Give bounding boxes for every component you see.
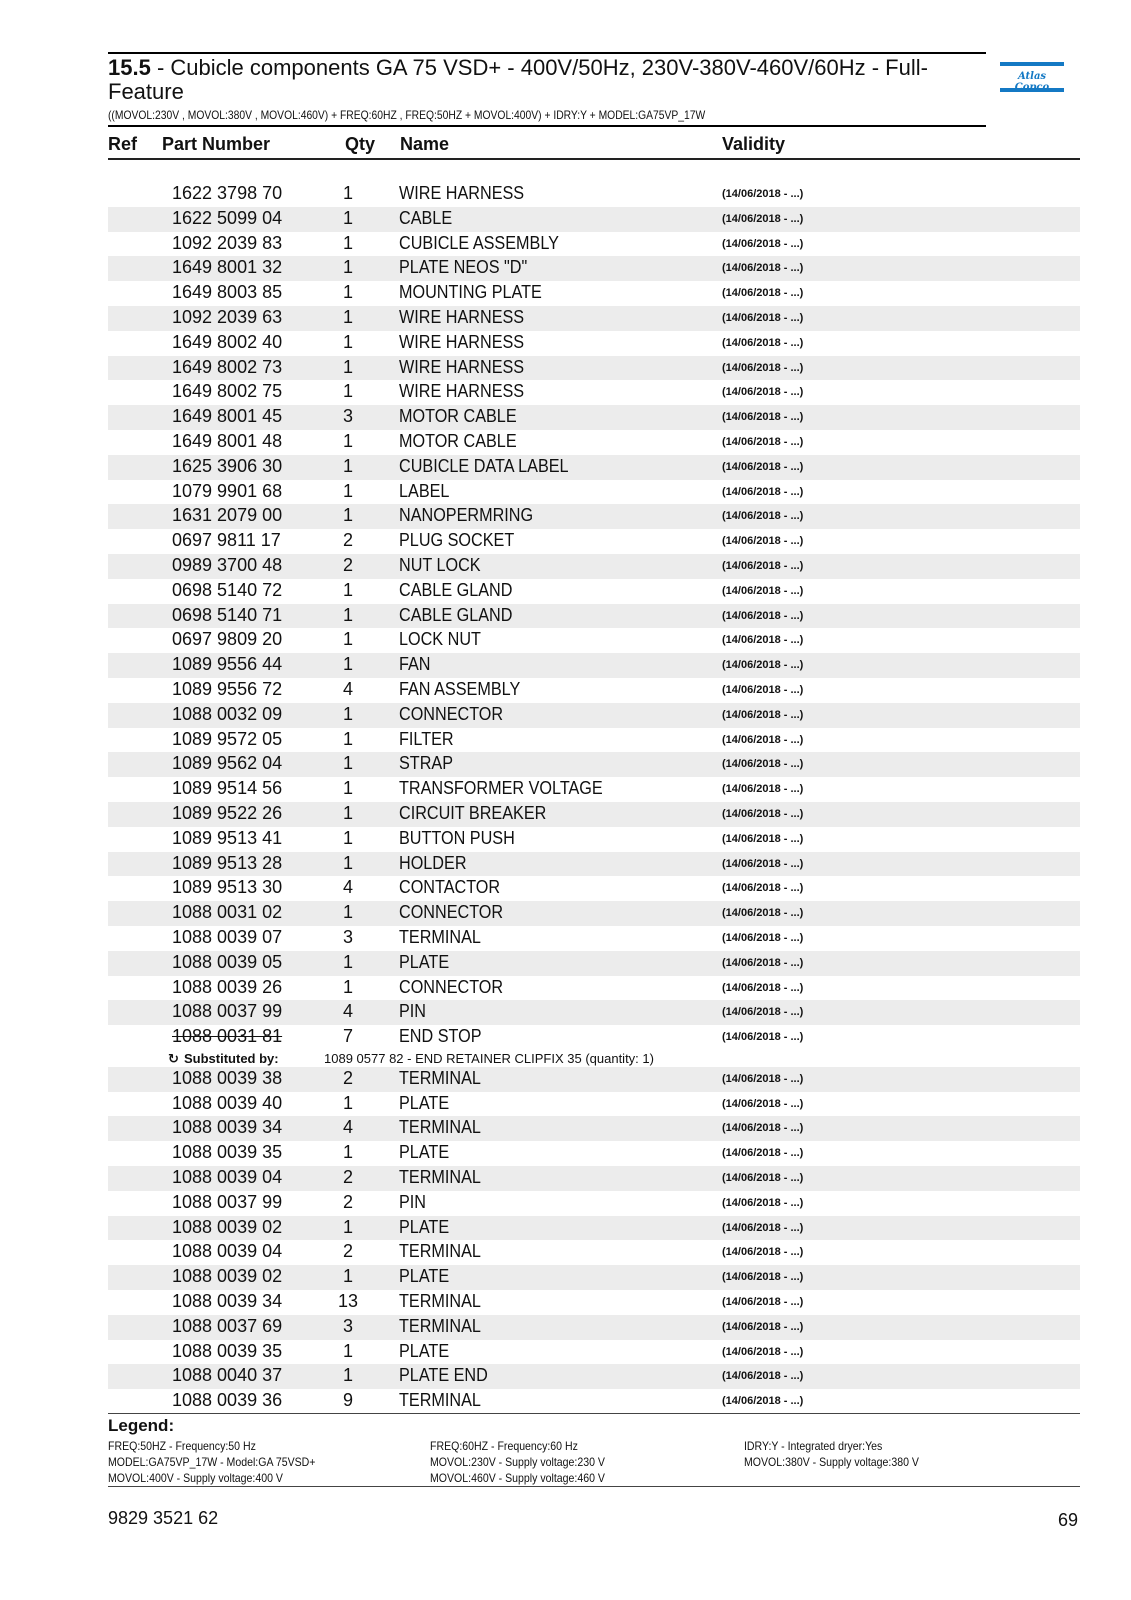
part-number-cell: 1088 0032 09	[172, 703, 283, 724]
validity-cell: (14/06/2018 - ...)	[722, 1296, 804, 1309]
legend-title: Legend:	[108, 1416, 175, 1435]
validity-cell: (14/06/2018 - ...)	[722, 931, 804, 944]
part-number-cell: 1088 0039 02	[172, 1216, 283, 1237]
part-number-cell: 1089 9556 44	[172, 654, 283, 675]
table-row	[108, 1389, 1080, 1414]
part-number-cell: 1089 9572 05	[172, 728, 283, 749]
qty-cell: 1	[342, 232, 353, 253]
part-number-cell: 1622 3798 70	[172, 183, 283, 203]
part-number-cell: 1088 0039 35	[172, 1142, 283, 1163]
qty-cell: 1	[342, 356, 353, 377]
validity-cell: (14/06/2018 - ...)	[722, 609, 804, 622]
substituted-by-label: Substituted by:	[184, 1050, 279, 1066]
validity-cell: (14/06/2018 - ...)	[722, 733, 804, 746]
validity-cell: (14/06/2018 - ...)	[722, 386, 804, 399]
qty-cell: 1	[342, 257, 353, 278]
name-cell: PLATE	[399, 1266, 450, 1287]
part-number-cell: 1089 9556 72	[172, 678, 283, 699]
part-number-cell: 1088 0039 04	[172, 1241, 283, 1262]
table-row	[108, 306, 1080, 331]
name-cell: TERMINAL	[399, 1390, 481, 1411]
validity-cell: (14/06/2018 - ...)	[722, 510, 804, 523]
name-cell: LOCK NUT	[399, 629, 481, 650]
table-row	[108, 728, 1080, 753]
name-cell: WIRE HARNESS	[399, 183, 525, 203]
parts-table	[108, 182, 1080, 1414]
qty-cell: 1	[342, 282, 353, 303]
header-bottom-rule	[108, 125, 986, 127]
table-row	[108, 480, 1080, 505]
legend-entry: MODEL:GA75VP_17W - Model:GA 75VSD+	[108, 1455, 316, 1469]
part-number-cell: 1088 0037 99	[172, 1191, 283, 1212]
name-cell: HOLDER	[399, 852, 467, 873]
part-number-cell: 1625 3906 30	[172, 455, 283, 476]
name-cell: CONNECTOR	[399, 703, 504, 724]
validity-cell: (14/06/2018 - ...)	[722, 1221, 804, 1234]
validity-cell: (14/06/2018 - ...)	[722, 1246, 804, 1259]
table-row	[108, 604, 1080, 629]
table-row	[108, 1315, 1080, 1340]
validity-cell: (14/06/2018 - ...)	[722, 783, 804, 796]
validity-cell: (14/06/2018 - ...)	[722, 956, 804, 969]
table-row	[108, 579, 1080, 604]
qty-cell: 1	[342, 728, 353, 749]
table-row	[108, 331, 1080, 356]
qty-cell: 1	[342, 951, 353, 972]
table-row	[108, 554, 1080, 579]
qty-cell: 1	[342, 976, 353, 997]
substitution-text: 1089 0577 82 - END RETAINER CLIPFIX 35 (quantity: 1)	[324, 1050, 654, 1066]
col-part-number: Part Number	[162, 134, 271, 154]
logo-top-bar	[1000, 62, 1064, 66]
validity-cell: (14/06/2018 - ...)	[722, 336, 804, 349]
part-number-cell: 1088 0039 36	[172, 1390, 283, 1411]
part-number-cell: 0697 9809 20	[172, 629, 283, 650]
validity-cell: (14/06/2018 - ...)	[722, 411, 804, 424]
name-cell: NANOPERMRING	[399, 505, 534, 526]
part-number-cell: 1088 0039 04	[172, 1167, 283, 1188]
applicability-condition: ((MOVOL:230V , MOVOL:380V , MOVOL:460V) + FREQ:60HZ , FREQ:50HZ + MOVOL:400V) + IDRY:Y + MODEL:GA75VP_17W	[108, 108, 706, 122]
table-row	[108, 1191, 1080, 1216]
legend-column	[108, 1438, 315, 1486]
table-row	[108, 430, 1080, 455]
qty-cell: 1	[342, 1142, 353, 1163]
qty-cell: 1	[342, 455, 353, 476]
name-cell: WIRE HARNESS	[399, 306, 525, 327]
qty-cell: 1	[342, 852, 353, 873]
name-cell: CONNECTOR	[399, 976, 504, 997]
name-cell: TERMINAL	[399, 1167, 481, 1188]
validity-cell: (14/06/2018 - ...)	[722, 758, 804, 771]
qty-cell: 2	[342, 1067, 353, 1088]
qty-cell: 1	[342, 306, 353, 327]
validity-cell: (14/06/2018 - ...)	[722, 807, 804, 820]
qty-cell: 1	[342, 778, 353, 799]
qty-cell: 4	[342, 678, 353, 699]
table-row	[108, 1092, 1080, 1117]
name-cell: CABLE	[399, 207, 453, 228]
part-number-cell: 1088 0039 26	[172, 976, 283, 997]
name-cell: PLATE	[399, 1340, 450, 1361]
name-cell: TERMINAL	[399, 926, 481, 947]
part-number-cell: 1088 0039 35	[172, 1340, 283, 1361]
table-row	[108, 777, 1080, 802]
validity-cell: (14/06/2018 - ...)	[722, 361, 804, 374]
legend-column	[430, 1438, 605, 1486]
qty-cell: 1	[342, 629, 353, 650]
document-number: 9829 3521 62	[108, 1508, 219, 1528]
name-cell: TERMINAL	[399, 1291, 481, 1312]
table-row	[108, 356, 1080, 381]
header-top-rule	[108, 52, 986, 54]
name-cell: FILTER	[399, 728, 454, 749]
validity-cell: (14/06/2018 - ...)	[722, 708, 804, 721]
name-cell: PIN	[399, 1191, 427, 1212]
validity-cell: (14/06/2018 - ...)	[722, 1345, 804, 1358]
validity-cell: (14/06/2018 - ...)	[722, 460, 804, 473]
logo-text: Atlas	[1017, 71, 1047, 82]
table-row	[108, 1216, 1080, 1241]
part-number-cell: 1089 9513 41	[172, 827, 283, 848]
validity-cell: (14/06/2018 - ...)	[722, 1147, 804, 1160]
refresh-icon: ↻	[168, 1050, 179, 1066]
col-qty: Qty	[345, 134, 376, 154]
qty-cell: 13	[338, 1291, 359, 1312]
validity-cell: (14/06/2018 - ...)	[722, 559, 804, 572]
qty-cell: 2	[342, 1167, 353, 1188]
part-number-cell: 1088 0031 02	[172, 902, 283, 923]
name-cell: WIRE HARNESS	[399, 331, 525, 352]
part-number-cell: 1088 0039 40	[172, 1092, 283, 1113]
validity-cell: (14/06/2018 - ...)	[722, 882, 804, 895]
validity-cell: (14/06/2018 - ...)	[722, 981, 804, 994]
section-number: 15.5	[108, 55, 151, 80]
part-number-cell: 1088 0039 34	[172, 1117, 283, 1138]
validity-cell: (14/06/2018 - ...)	[722, 311, 804, 324]
name-cell: PLATE END	[399, 1365, 488, 1386]
table-row	[108, 207, 1080, 232]
col-name: Name	[400, 134, 450, 154]
validity-cell: (14/06/2018 - ...)	[722, 262, 804, 275]
part-number-cell: 1649 8001 48	[172, 430, 283, 451]
validity-cell: (14/06/2018 - ...)	[722, 237, 804, 250]
name-cell: TERMINAL	[399, 1067, 481, 1088]
part-number-cell: 0698 5140 71	[172, 604, 283, 625]
legend	[108, 1413, 1080, 1487]
legend-entry: IDRY:Y - Integrated dryer:Yes	[744, 1439, 883, 1453]
col-validity: Validity	[722, 134, 786, 154]
part-number-cell: 1088 0040 37	[172, 1365, 283, 1386]
name-cell: WIRE HARNESS	[399, 356, 525, 377]
table-row	[108, 678, 1080, 703]
qty-cell: 1	[342, 703, 353, 724]
validity-cell: (14/06/2018 - ...)	[722, 287, 804, 300]
table-row	[108, 1364, 1080, 1389]
table-row	[108, 876, 1080, 901]
validity-cell: (14/06/2018 - ...)	[722, 1006, 804, 1019]
name-cell: WIRE HARNESS	[399, 381, 525, 402]
part-number-cell: 1649 8001 32	[172, 257, 283, 278]
name-cell: FAN ASSEMBLY	[399, 678, 521, 699]
logo-bottom-bar	[1000, 88, 1064, 92]
qty-cell: 1	[342, 381, 353, 402]
part-number-cell: 1622 5099 04	[172, 207, 283, 228]
validity-cell: (14/06/2018 - ...)	[722, 188, 804, 200]
table-row	[108, 1141, 1080, 1166]
name-cell: PLATE NEOS "D"	[399, 257, 528, 278]
qty-cell: 4	[342, 1117, 353, 1138]
name-cell: NUT LOCK	[399, 554, 481, 575]
part-number-cell: 1092 2039 63	[172, 306, 283, 327]
part-number-cell: 0697 9811 17	[172, 530, 281, 551]
validity-cell: (14/06/2018 - ...)	[722, 212, 804, 225]
qty-cell: 1	[342, 902, 353, 923]
part-number-cell: 1079 9901 68	[172, 480, 283, 501]
table-row	[108, 802, 1080, 827]
qty-cell: 9	[342, 1390, 353, 1411]
legend-columns	[108, 1436, 1080, 1484]
table-row	[108, 1067, 1080, 1092]
name-cell: MOTOR CABLE	[399, 406, 517, 427]
qty-cell: 1	[342, 1340, 353, 1361]
validity-cell: (14/06/2018 - ...)	[722, 485, 804, 498]
name-cell: PLATE	[399, 1142, 450, 1163]
table-row	[108, 1240, 1080, 1265]
table-row	[108, 1265, 1080, 1290]
name-cell: CABLE GLAND	[399, 579, 513, 600]
part-number-cell: 1088 0037 99	[172, 1001, 283, 1022]
validity-cell: (14/06/2018 - ...)	[722, 634, 804, 647]
qty-cell: 1	[342, 827, 353, 848]
validity-cell: (14/06/2018 - ...)	[722, 832, 804, 845]
section-title: - Cubicle components GA 75 VSD+ - 400V/50Hz, 230V-380V-460V/60Hz - Full-Feature	[108, 55, 928, 104]
table-row	[108, 901, 1080, 926]
qty-cell: 1	[342, 1216, 353, 1237]
qty-cell: 4	[342, 877, 353, 898]
table-row	[108, 926, 1080, 951]
legend-entry: MOVOL:400V - Supply voltage:400 V	[108, 1471, 283, 1485]
legend-entry: FREQ:50HZ - Frequency:50 Hz	[108, 1439, 256, 1453]
qty-cell: 1	[342, 1092, 353, 1113]
validity-cell: (14/06/2018 - ...)	[722, 907, 804, 920]
part-number-cell: 0698 5140 72	[172, 579, 283, 600]
qty-cell: 2	[342, 530, 353, 551]
part-number-cell: 1089 9513 28	[172, 852, 283, 873]
validity-cell: (14/06/2018 - ...)	[722, 1320, 804, 1333]
validity-cell: (14/06/2018 - ...)	[722, 1122, 804, 1135]
legend-entry: FREQ:60HZ - Frequency:60 Hz	[430, 1439, 578, 1453]
part-number-cell: 1088 0031 81	[172, 1026, 283, 1047]
qty-cell: 2	[342, 1241, 353, 1262]
table-row	[108, 1290, 1080, 1315]
page-header	[108, 52, 986, 127]
name-cell: CUBICLE DATA LABEL	[399, 455, 569, 476]
table-row	[108, 405, 1080, 430]
part-number-cell: 1089 9514 56	[172, 778, 283, 799]
part-number-cell: 1088 0037 69	[172, 1315, 283, 1336]
part-number-cell: 1088 0039 34	[172, 1291, 283, 1312]
qty-cell: 3	[342, 1315, 353, 1336]
page-title	[108, 56, 986, 104]
part-number-cell: 1649 8002 75	[172, 381, 283, 402]
table-row	[108, 1116, 1080, 1141]
part-number-cell: 1089 9522 26	[172, 802, 283, 823]
qty-cell: 1	[342, 1266, 353, 1287]
page-number: 69	[1058, 1510, 1079, 1530]
part-number-cell: 1088 0039 38	[172, 1067, 283, 1088]
name-cell: PIN	[399, 1001, 427, 1022]
table-row	[108, 380, 1080, 405]
part-number-cell: 1088 0039 02	[172, 1266, 283, 1287]
qty-cell: 1	[342, 505, 353, 526]
qty-cell: 2	[342, 554, 353, 575]
part-number-cell: 1092 2039 83	[172, 232, 283, 253]
name-cell: TRANSFORMER VOLTAGE	[399, 778, 603, 799]
table-row	[108, 529, 1080, 554]
qty-cell: 1	[342, 654, 353, 675]
table-row	[108, 455, 1080, 480]
qty-cell: 7	[342, 1026, 353, 1047]
validity-cell: (14/06/2018 - ...)	[722, 1395, 804, 1408]
legend-entry: MOVOL:460V - Supply voltage:460 V	[430, 1471, 605, 1485]
validity-cell: (14/06/2018 - ...)	[722, 535, 804, 548]
name-cell: CONTACTOR	[399, 877, 501, 898]
table-row	[108, 232, 1080, 257]
name-cell: TERMINAL	[399, 1241, 481, 1262]
validity-cell: (14/06/2018 - ...)	[722, 1072, 804, 1085]
table-row	[108, 752, 1080, 777]
name-cell: LABEL	[399, 480, 450, 501]
validity-cell: (14/06/2018 - ...)	[722, 1271, 804, 1284]
part-number-cell: 1649 8002 40	[172, 331, 283, 352]
name-cell: PLUG SOCKET	[399, 530, 515, 551]
name-cell: TERMINAL	[399, 1117, 481, 1138]
table-row	[108, 653, 1080, 678]
qty-cell: 1	[342, 480, 353, 501]
table-row	[108, 182, 1080, 207]
table-row	[108, 281, 1080, 306]
name-cell: PLATE	[399, 951, 450, 972]
qty-cell: 4	[342, 1001, 353, 1022]
name-cell: STRAP	[399, 753, 454, 774]
name-cell: CUBICLE ASSEMBLY	[399, 232, 559, 253]
atlas-copco-logo	[1000, 62, 1064, 96]
name-cell: CONNECTOR	[399, 902, 504, 923]
validity-cell: (14/06/2018 - ...)	[722, 1196, 804, 1209]
name-cell: MOTOR CABLE	[399, 430, 517, 451]
table-row	[108, 1166, 1080, 1191]
qty-cell: 2	[342, 1191, 353, 1212]
table-row	[108, 1340, 1080, 1365]
table-row	[108, 703, 1080, 728]
qty-cell: 1	[342, 1365, 353, 1386]
qty-cell: 1	[342, 579, 353, 600]
validity-cell: (14/06/2018 - ...)	[722, 1031, 804, 1044]
validity-cell: (14/06/2018 - ...)	[722, 1097, 804, 1110]
legend-entry: MOVOL:230V - Supply voltage:230 V	[430, 1455, 605, 1469]
qty-cell: 1	[342, 802, 353, 823]
validity-cell: (14/06/2018 - ...)	[722, 1172, 804, 1185]
table-row	[108, 256, 1080, 281]
table-row	[108, 1025, 1080, 1050]
col-ref: Ref	[108, 134, 138, 154]
part-number-cell: 1631 2079 00	[172, 505, 283, 526]
qty-cell: 1	[342, 430, 353, 451]
validity-cell: (14/06/2018 - ...)	[722, 683, 804, 696]
table-row	[108, 976, 1080, 1001]
substitution-row	[108, 1050, 1080, 1067]
validity-cell: (14/06/2018 - ...)	[722, 1370, 804, 1383]
qty-cell: 1	[342, 207, 353, 228]
validity-cell: (14/06/2018 - ...)	[722, 857, 804, 870]
legend-entry: MOVOL:380V - Supply voltage:380 V	[744, 1455, 919, 1469]
name-cell: TERMINAL	[399, 1315, 481, 1336]
validity-cell: (14/06/2018 - ...)	[722, 659, 804, 672]
qty-cell: 3	[342, 926, 353, 947]
name-cell: FAN	[399, 654, 431, 675]
part-number-cell: 1089 9562 04	[172, 753, 283, 774]
validity-cell: (14/06/2018 - ...)	[722, 584, 804, 597]
part-number-cell: 0989 3700 48	[172, 554, 283, 575]
legend-column	[744, 1438, 919, 1470]
part-number-cell: 1089 9513 30	[172, 877, 283, 898]
table-row	[108, 852, 1080, 877]
name-cell: PLATE	[399, 1092, 450, 1113]
qty-cell: 1	[342, 331, 353, 352]
name-cell: MOUNTING PLATE	[399, 282, 542, 303]
validity-cell: (14/06/2018 - ...)	[722, 435, 804, 448]
table-row	[108, 1000, 1080, 1025]
qty-cell: 1	[342, 604, 353, 625]
name-cell: PLATE	[399, 1216, 450, 1237]
table-row	[108, 951, 1080, 976]
table-header	[108, 132, 1080, 160]
name-cell: BUTTON PUSH	[399, 827, 515, 848]
part-number-cell: 1088 0039 05	[172, 951, 283, 972]
qty-cell: 1	[342, 183, 353, 203]
table-row	[108, 504, 1080, 529]
name-cell: CIRCUIT BREAKER	[399, 802, 547, 823]
qty-cell: 3	[342, 406, 353, 427]
name-cell: END STOP	[399, 1026, 482, 1047]
part-number-cell: 1649 8003 85	[172, 282, 283, 303]
part-number-cell: 1088 0039 07	[172, 926, 283, 947]
name-cell: CABLE GLAND	[399, 604, 513, 625]
qty-cell: 1	[342, 753, 353, 774]
part-number-cell: 1649 8002 73	[172, 356, 283, 377]
legend-bottom-rule	[108, 1486, 1080, 1487]
table-row	[108, 628, 1080, 653]
table-row	[108, 827, 1080, 852]
part-number-cell: 1649 8001 45	[172, 406, 283, 427]
